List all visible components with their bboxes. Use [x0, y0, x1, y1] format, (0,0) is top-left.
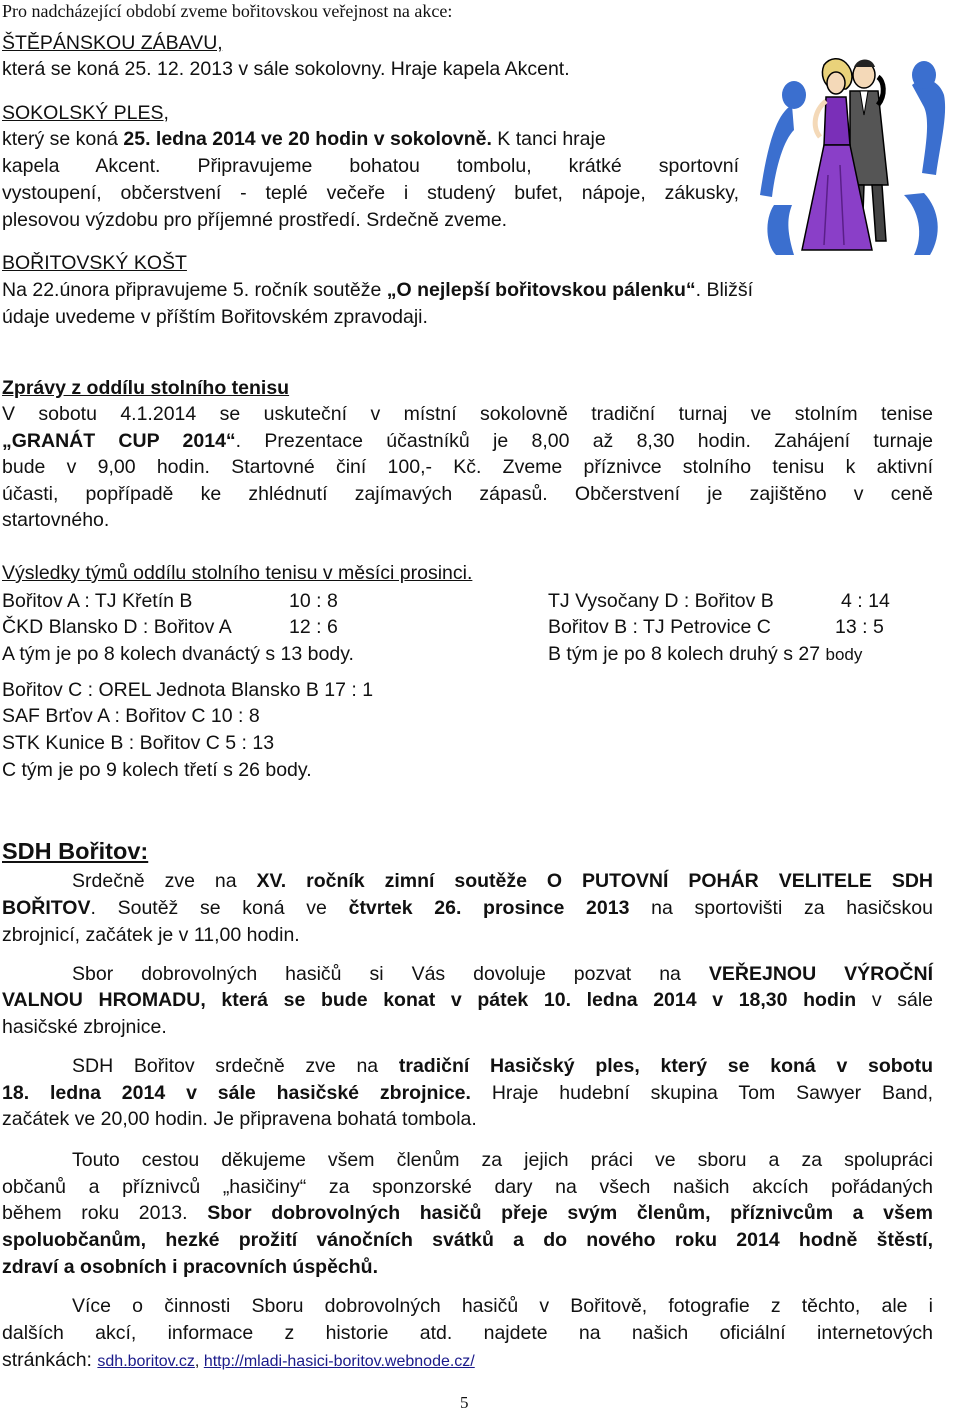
tenis-line-4: účasti, popřípadě ke zhlédnutí zajímavých zápasů. Občerstvení je zajištěno v ceně — [2, 483, 933, 505]
ples-line-4: plesovou výzdobu pro příjemné prostředí. Srdečně zveme. — [2, 209, 508, 231]
sdh-p5-line-3 — [2, 1347, 475, 1376]
ples-text: K tanci hraje — [491, 128, 606, 150]
sdh-p4-line-4: spoluobčanům, hezké prožití vánočních svátků a do nového roku 2014 hodně štěstí, — [2, 1229, 933, 1251]
ples-title: SOKOLSKÝ PLES, — [2, 102, 169, 124]
kost-contest-name: „O nejlepší bořitovskou pálenku“ — [386, 279, 696, 301]
sdh-p1-line-3: zbrojnicí, začátek je v 11,00 hodin. — [2, 924, 300, 946]
tenis-line-5: startovného. — [2, 509, 110, 531]
results-title: Výsledky týmů oddílu stolního tenisu v měsíci prosinci. — [2, 562, 473, 584]
sdh-p1-line-2 — [2, 895, 933, 922]
sdh-p3-line-3: začátek ve 20,00 hodin. Je připravena bohatá tombola. — [2, 1108, 477, 1130]
tenis-title: Zprávy z oddílu stolního tenisu — [2, 377, 290, 399]
sdh-p4-line-2: občanů a příznivců „hasičiny“ za sponzorské dary na všech našich akcích pořádaných — [2, 1176, 933, 1198]
sdh-date: čtvrtek 26. prosince 2013 — [348, 897, 630, 919]
sdh-p4-line-3 — [2, 1200, 933, 1227]
result-left-2-teams: ČKD Blansko D : Bořitov A — [2, 616, 232, 638]
ples-line-1 — [2, 126, 606, 153]
page-number: 5 — [460, 1393, 469, 1412]
tournament-name: „GRANÁT CUP 2014“ — [2, 430, 236, 452]
result-right-1-score: 4 : 14 — [841, 590, 890, 612]
sdh-meeting-name: VEŘEJNOU VÝROČNÍ — [708, 963, 933, 985]
sdh-text: stránkách: — [2, 1349, 98, 1371]
ples-line-2: kapela Akcent. Připravujeme bohatou tombolu, krátké sportovní — [2, 155, 739, 177]
result-summary-text: body — [825, 645, 863, 664]
sdh-p4-line-5: zdraví a osobních i pracovních úspěchů. — [2, 1256, 379, 1278]
kost-title: BOŘITOVSKÝ KOŠT — [2, 252, 187, 274]
ples-line-3: vystoupení, občerstvení - teplé večeře i studený bufet, nápoje, zákusky, — [2, 182, 739, 204]
result-left-1-score: 10 : 8 — [289, 590, 338, 612]
sdh-competition-name: BOŘITOV — [2, 897, 91, 919]
stepanska-text: která se koná 25. 12. 2013 v sále sokolovny. Hraje kapela Akcent. — [2, 58, 570, 80]
sdh-meeting-date: VALNOU HROMADU, která se bude konat v pátek 10. ledna 2014 v 18,30 hodin — [2, 989, 857, 1011]
sdh-text: Srdečně zve na — [72, 870, 257, 892]
result-right-summary — [548, 641, 862, 669]
sdh-p2-line-2 — [2, 987, 933, 1014]
website-link-sdh[interactable]: sdh.boritov.cz — [97, 1353, 195, 1370]
sdh-ball-date: 18. ledna 2014 v sále hasičské zbrojnice. — [2, 1082, 471, 1104]
result-left-2-score: 12 : 6 — [289, 616, 338, 638]
link-separator: , — [194, 1353, 204, 1370]
result-right-2-score: 13 : 5 — [835, 616, 884, 638]
sdh-p2-line-1 — [2, 961, 933, 988]
sdh-p2-line-3: hasičské zbrojnice. — [2, 1016, 167, 1038]
result-c-1: Bořitov C : OREL Jednota Blansko B 17 : 1 — [2, 679, 374, 701]
dancing-couple-illustration — [754, 45, 950, 257]
sdh-p5-line-1: Více o činnosti Sboru dobrovolných hasičů v Bořitově, fotografie z těchto, ale i — [72, 1295, 933, 1317]
sdh-wishes: Sbor dobrovolných hasičů přeje svým členům, příznivcům a všem — [207, 1202, 934, 1224]
tenis-line-2 — [2, 428, 933, 455]
kost-text: . Bližší — [695, 279, 754, 301]
sdh-p3-line-1 — [2, 1053, 933, 1080]
website-link-mladi-hasici[interactable]: http://mladi-hasici-boritov.webnode.cz/ — [203, 1353, 475, 1370]
result-c-2: SAF Brťov A : Bořitov C 10 : 8 — [2, 705, 260, 727]
tenis-text: . Prezentace účastníků je 8,00 až 8,30 hodin. Zahájení turnaje — [235, 430, 933, 452]
sdh-competition-name: XV. ročník zimní soutěže O PUTOVNÍ POHÁR VELITELE SDH — [256, 870, 934, 892]
result-left-summary: A tým je po 8 kolech dvanáctý s 13 body. — [2, 643, 354, 665]
kost-text: Na 22.února připravujeme 5. ročník soutěže — [2, 279, 387, 301]
result-c-3: STK Kunice B : Bořitov C 5 : 13 — [2, 732, 275, 754]
sdh-p3-line-2 — [2, 1080, 933, 1107]
kost-line-2: údaje uvedeme v příštím Bořitovském zpravodaji. — [2, 306, 428, 328]
sdh-text: v sále — [856, 989, 933, 1011]
sdh-p4-line-1: Touto cestou děkujeme všem členům za jejich práci ve sboru a za spolupráci — [72, 1149, 933, 1171]
sdh-text: během roku 2013. — [2, 1202, 208, 1224]
result-right-1-teams: TJ Vysočany D : Bořitov B — [548, 590, 774, 612]
tenis-line-1: V sobotu 4.1.2014 se uskuteční v místní sokolovně tradiční turnaj ve stolním tenise — [2, 403, 933, 425]
sdh-text: na sportovišti za hasičskou — [629, 897, 933, 919]
stepanska-title: ŠTĚPÁNSKOU ZÁBAVU, — [2, 32, 223, 54]
result-c-summary: C tým je po 9 kolech třetí s 26 body. — [2, 759, 312, 781]
tenis-line-3: bude v 9,00 hodin. Startovné činí 100,- Kč. Zveme příznivce stolního tenisu k aktivní — [2, 456, 933, 478]
sdh-text: SDH Bořitov srdečně zve na — [72, 1055, 399, 1077]
intro-text: Pro nadcházející období zveme bořitovskou veřejnost na akce: — [2, 1, 453, 21]
result-left-1-teams: Bořitov A : TJ Křetín B — [2, 590, 193, 612]
sdh-p1-line-1 — [2, 868, 933, 895]
result-right-2-teams: Bořitov B : TJ Petrovice C — [548, 616, 771, 638]
sdh-ball-name: tradiční Hasičský ples, který se koná v sobotu — [398, 1055, 933, 1077]
kost-line-1 — [2, 277, 753, 304]
sdh-p5-line-2: dalších akcí, informace z historie atd. najdete na našich oficiální internetových — [2, 1322, 933, 1344]
result-summary-text: B tým je po 8 kolech druhý s 27 — [548, 643, 826, 665]
sdh-text: Hraje hudební skupina Tom Sawyer Band, — [470, 1082, 933, 1104]
sdh-title: SDH Bořitov: — [2, 838, 149, 864]
ples-text: který se koná — [2, 128, 124, 150]
ples-date: 25. ledna 2014 ve 20 hodin v sokolovně. — [123, 128, 492, 150]
sdh-text: Sbor dobrovolných hasičů si Vás dovoluje pozvat na — [72, 963, 709, 985]
sdh-text: . Soutěž se koná ve — [90, 897, 349, 919]
